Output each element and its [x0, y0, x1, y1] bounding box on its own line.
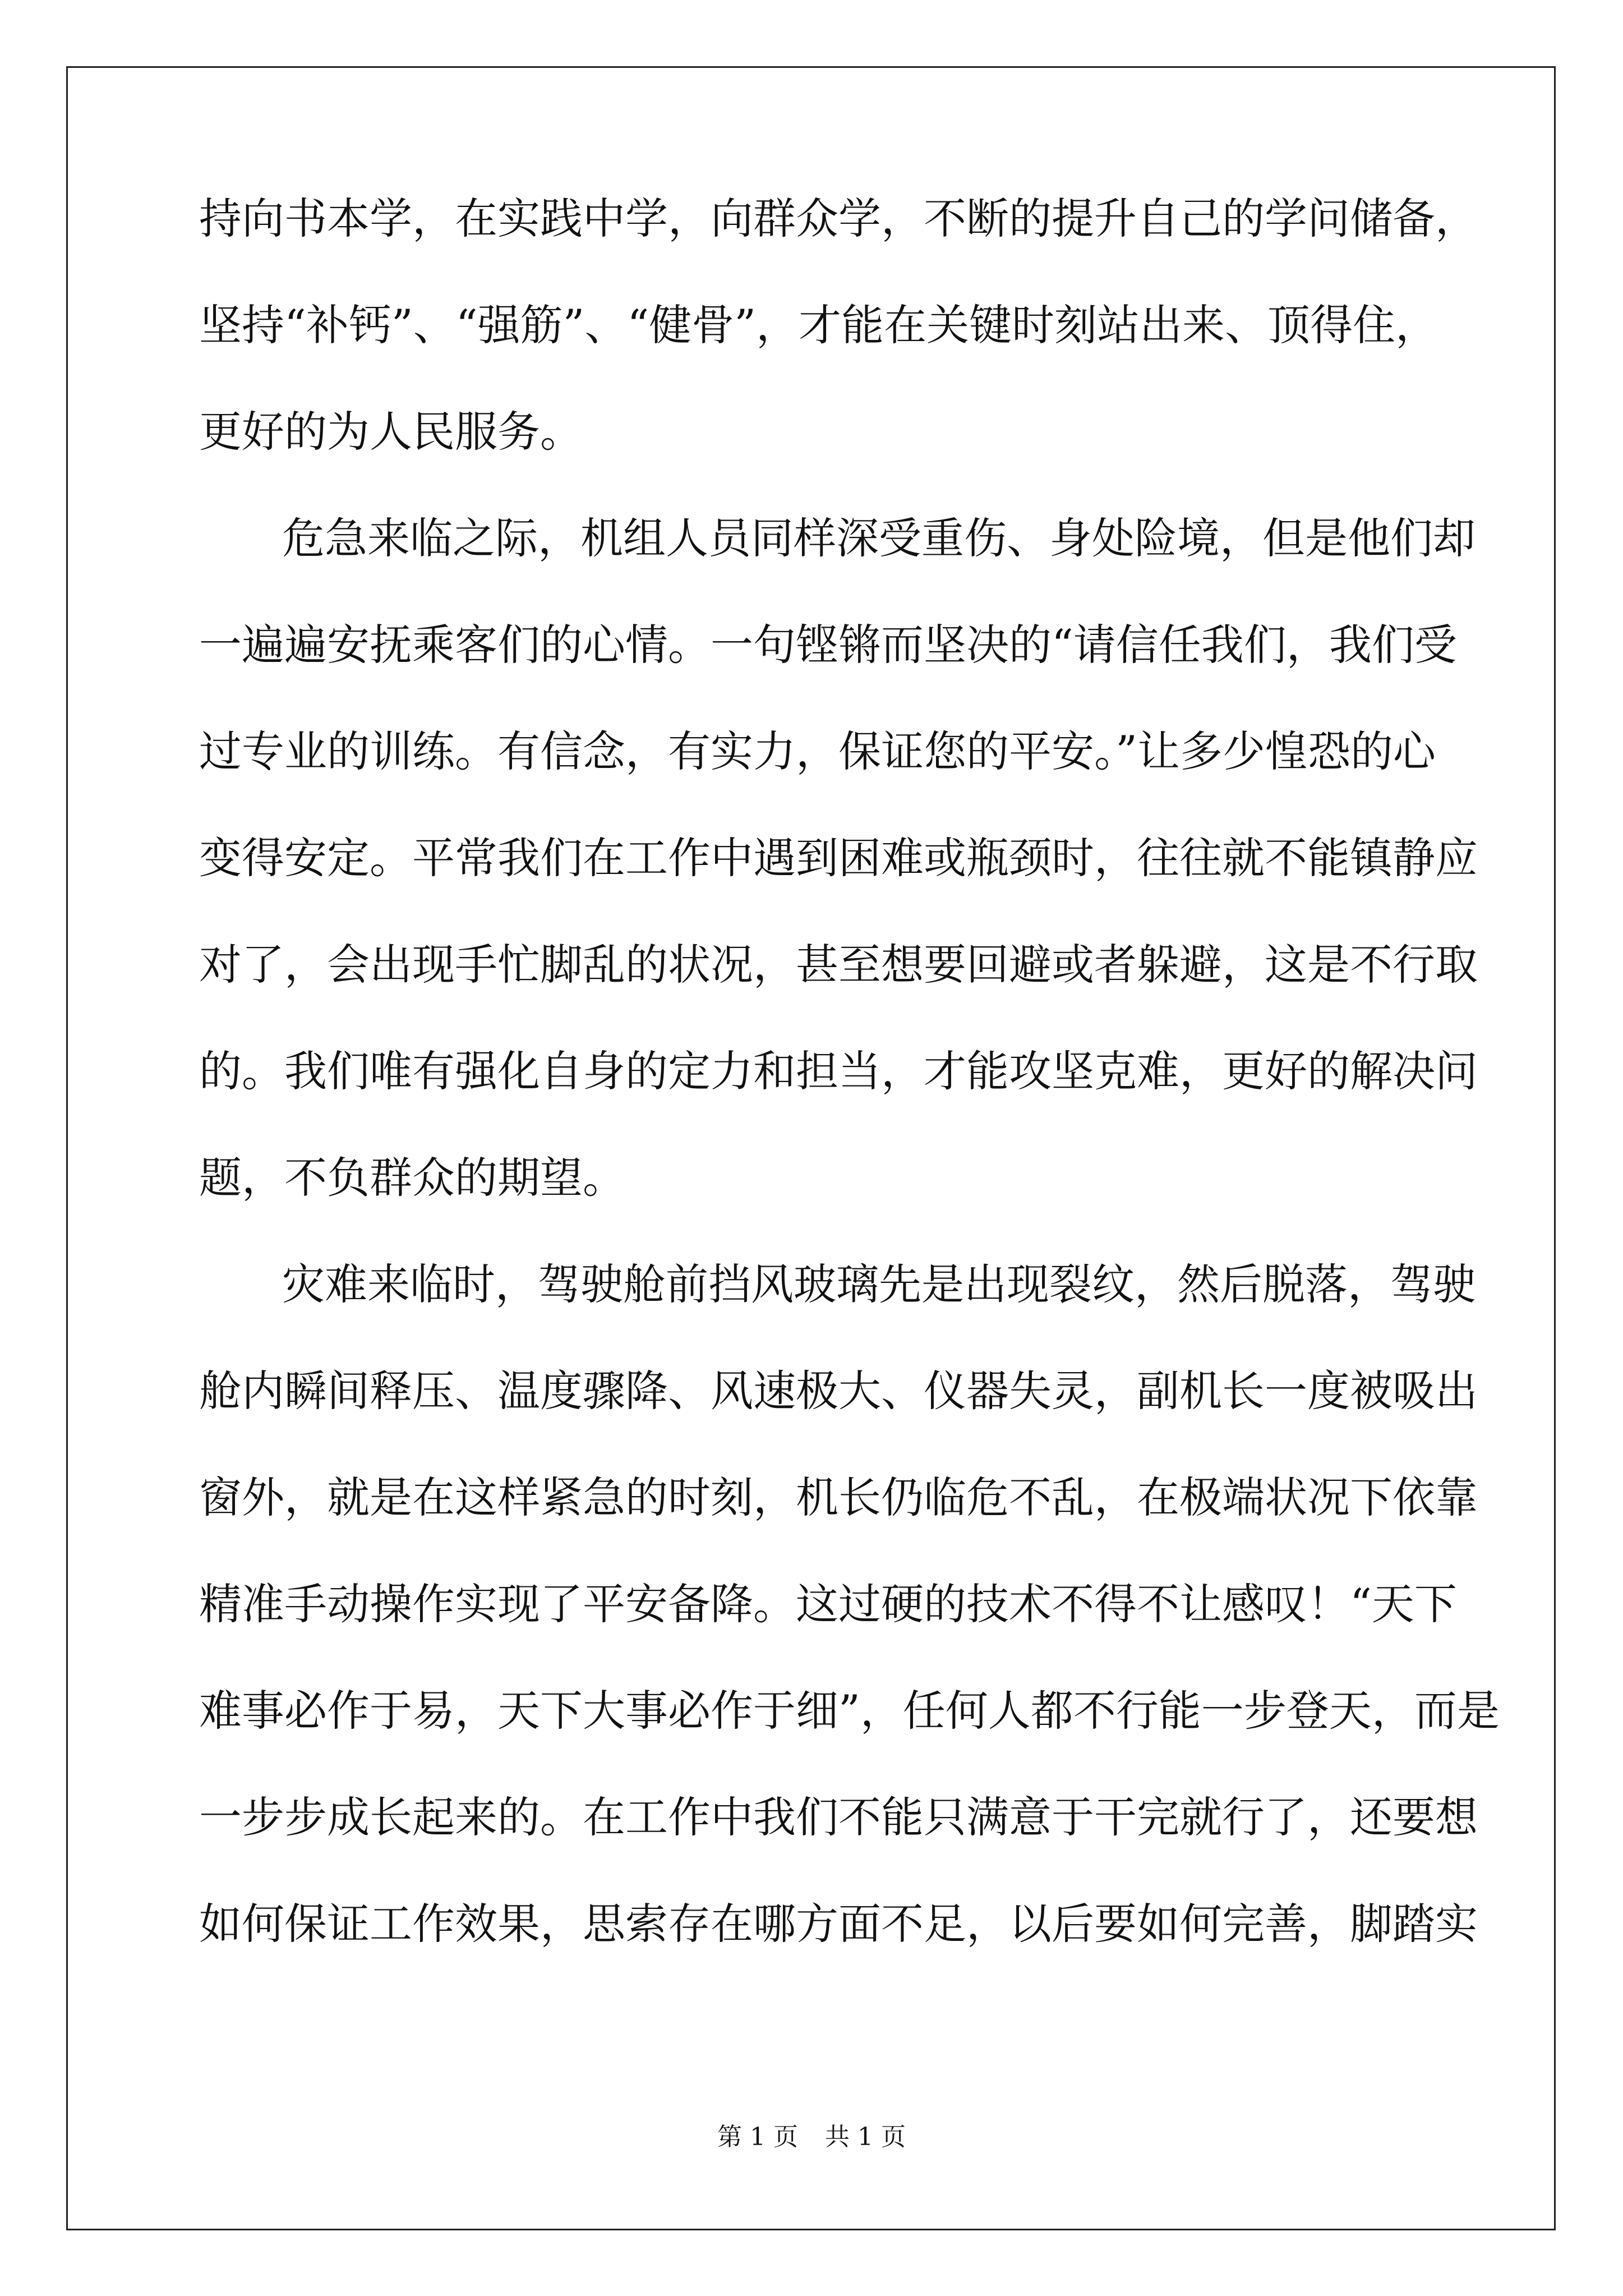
text-line: 精准手动操作实现了平安备降。这过硬的技术不得不让感叹！“天下 [199, 1579, 1457, 1629]
paragraph-start-line: 危急来临之际，机组人员同样深受重伤、身处险境，但是他们却 [282, 513, 1476, 563]
text-line: 变得安定。平常我们在工作中遇到困难或瓶颈时，往往就不能镇静应 [199, 833, 1478, 883]
text-line: 难事必作于易，天下大事必作于细”，任何人都不行能一步登天，而是 [199, 1686, 1500, 1736]
page-total: 共 1 页 [825, 2123, 906, 2151]
paragraph-start-line: 灾难来临时，驾驶舱前挡风玻璃先是出现裂纹，然后脱落，驾驶 [282, 1259, 1476, 1309]
text-line: 窗外，就是在这样紧急的时刻，机长仍临危不乱，在极端状况下依靠 [199, 1473, 1478, 1522]
page-footer [0, 2120, 1623, 2154]
page-number: 第 1 页 [717, 2123, 798, 2151]
text-line: 舱内瞬间释压、温度骤降、风速极大、仪器失灵，副机长一度被吸出 [199, 1366, 1478, 1416]
text-line: 过专业的训练。有信念，有实力，保证您的平安。”让多少惶恐的心 [199, 726, 1436, 776]
text-line: 一步步成长起来的。在工作中我们不能只满意于干完就行了，还要想 [199, 1792, 1478, 1842]
text-line: 的。我们唯有强化自身的定力和担当，才能攻坚克难，更好的解决问 [199, 1046, 1478, 1096]
text-line: 如何保证工作效果，思索存在哪方面不足，以后要如何完善，脚踏实 [199, 1899, 1478, 1949]
text-line: 更好的为人民服务。 [199, 407, 583, 457]
text-line: 一遍遍安抚乘客们的心情。一句铿锵而坚决的“请信任我们，我们受 [199, 620, 1457, 670]
text-line: 坚持“补钙”、“强筋”、“健骨”，才能在关键时刻站出来、顶得住， [199, 300, 1438, 350]
text-line: 持向书本学，在实践中学，向群众学，不断的提升自己的学问储备， [199, 194, 1478, 243]
text-line: 对了，会出现手忙脚乱的状况，甚至想要回避或者躲避，这是不行取 [199, 940, 1478, 990]
text-line: 题，不负群众的期望。 [199, 1153, 625, 1203]
document-body [199, 185, 1500, 1997]
